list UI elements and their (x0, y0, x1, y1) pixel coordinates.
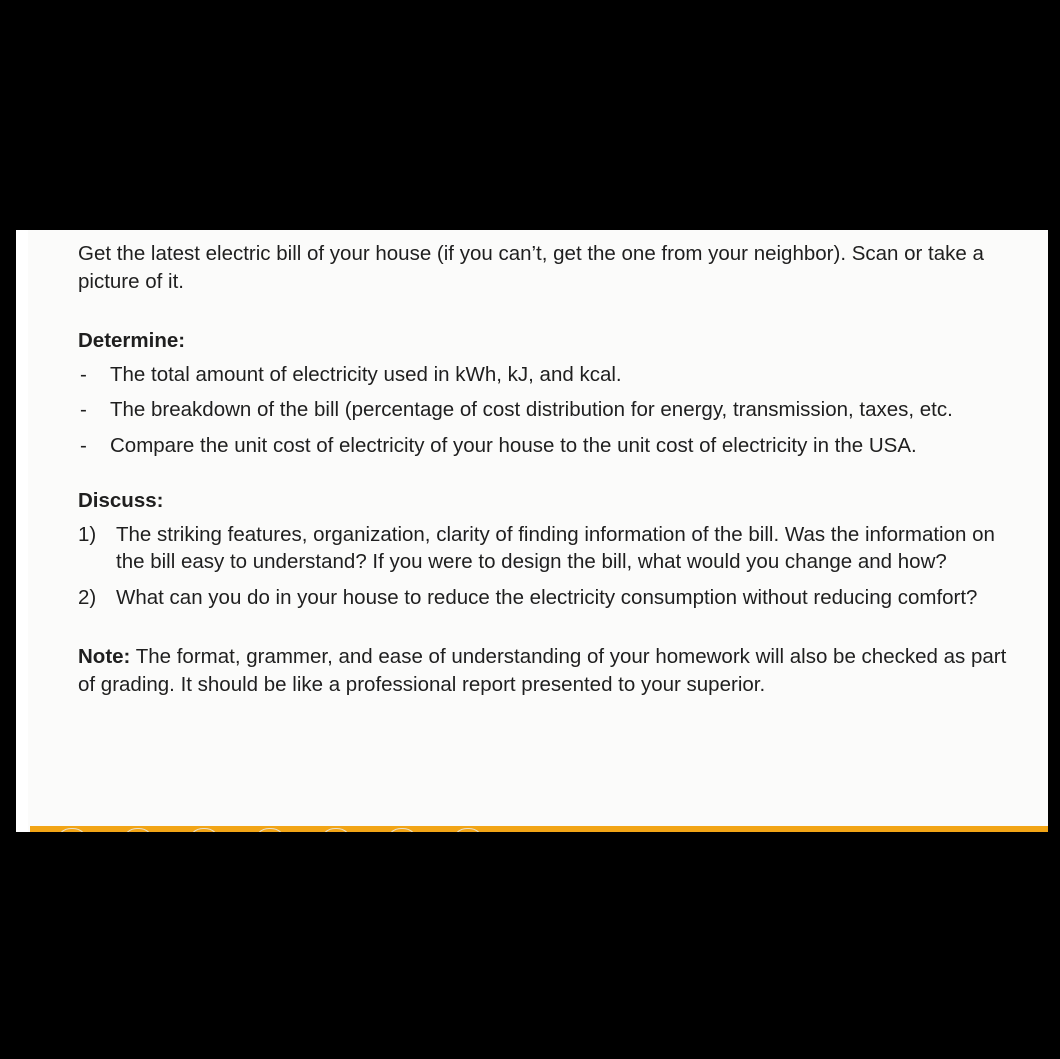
slide-nav-dots (56, 828, 518, 832)
discuss-heading: Discuss: (78, 489, 164, 512)
list-item (78, 521, 1018, 576)
item-number: 1) (78, 522, 97, 546)
discuss-item-text: The striking features, organization, clarity of finding information of the bill. Was the information on the bill easy to understand? If you were to design the bill, what would you change and how? (116, 522, 995, 573)
nav-dot[interactable] (122, 828, 154, 832)
list-item (78, 396, 1018, 424)
list-item (78, 361, 1018, 389)
list-item (78, 584, 1018, 612)
determine-heading: Determine: (78, 329, 186, 352)
note-text: The format, grammer, and ease of understanding of your homework will also be checked as part of grading. It should be like a professional report presented to your superior. (78, 645, 1007, 696)
intro-paragraph: Get the latest electric bill of your house (if you can’t, get the one from your neighbor). Scan or take a picture of it. (78, 242, 984, 293)
list-item (78, 432, 1018, 460)
page-left-edge (16, 230, 28, 832)
note-paragraph (78, 643, 1018, 698)
nav-dot[interactable] (320, 828, 352, 832)
note-label: Note: (78, 645, 131, 668)
document-page (16, 230, 1048, 832)
item-number: 2) (78, 585, 97, 609)
discuss-item-text: What can you do in your house to reduce the electricity consumption without reducing comfort? (116, 585, 978, 609)
bullet-dash: - (80, 362, 87, 386)
determine-item-text: Compare the unit cost of electricity of your house to the unit cost of electricity in the USA. (110, 433, 917, 457)
nav-dot[interactable] (254, 828, 286, 832)
nav-dot[interactable] (56, 828, 88, 832)
discuss-list (78, 521, 1018, 612)
determine-item-text: The breakdown of the bill (percentage of cost distribution for energy, transmission, taxes, etc. (110, 398, 953, 421)
bullet-dash: - (80, 433, 87, 457)
document-content (78, 240, 1018, 698)
bullet-dash: - (80, 398, 87, 421)
nav-dot[interactable] (386, 828, 418, 832)
nav-dot[interactable] (188, 828, 220, 832)
nav-dot[interactable] (452, 828, 484, 832)
determine-item-text: The total amount of electricity used in kWh, kJ, and kcal. (110, 362, 622, 386)
determine-list (78, 361, 1018, 460)
